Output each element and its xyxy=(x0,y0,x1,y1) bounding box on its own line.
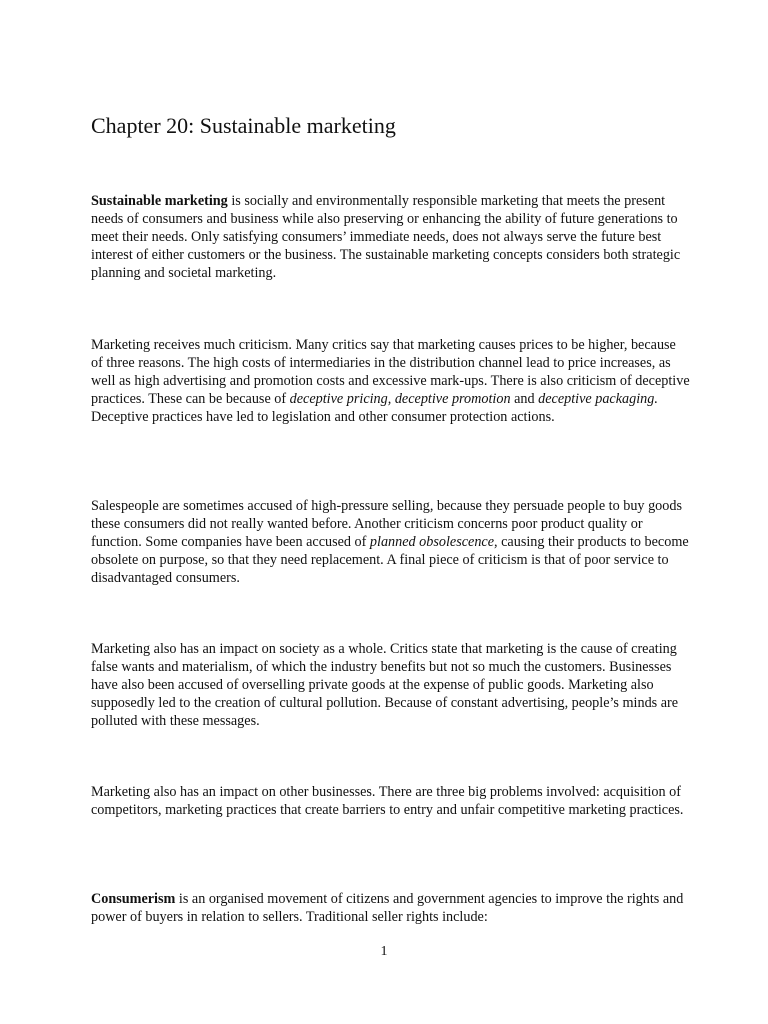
paragraph-text: Marketing receives much criticism. Many critics say that marketing causes prices to be higher, because of three reasons. The high costs of intermediaries in the distribution channel lead to price increases, as well as high advertising and promotion costs and excessive mark-ups. There is also criticism of deceptive practices. These can be because of xyxy=(91,337,690,407)
paragraph-text: is an organised movement of citizens and government agencies to improve the rights and power of buyers in relation to sellers. Traditional seller rights include: xyxy=(91,891,684,925)
paragraph-text: Marketing also has an impact on society as a whole. Critics state that marketing is the cause of creating false wants and materialism, of which the industry benefits but not so much the customers. Businesses have also been accused of overselling private goods at the expense of public goods. Marketing also supposedly led to the creation of cultural pollution. Because of constant advertising, people’s minds are polluted with these messages. xyxy=(91,641,679,729)
emphasis-deceptive-pricing-promotion: deceptive pricing, deceptive promotion xyxy=(289,391,511,407)
paragraph-criticism-prices xyxy=(91,336,691,426)
paragraph-text: and xyxy=(510,391,539,407)
term-consumerism: Consumerism xyxy=(91,891,176,907)
paragraph-text: , causing their products to become obsolete on purpose, so that they need replacement. A final piece of criticism is that of poor service to disadvantaged consumers. xyxy=(91,534,689,586)
paragraph-text: Marketing also has an impact on other businesses. There are three big problems involved: acquisition of competitors, marketing practices that create barriers to entry and unfair competitive marketing practices. xyxy=(91,784,684,818)
chapter-title: Chapter 20: Sustainable marketing xyxy=(91,113,396,138)
paragraph-consumerism xyxy=(91,890,691,926)
emphasis-planned-obsolescence: planned obsolescence xyxy=(369,534,495,550)
paragraph-text: is socially and environmentally responsible marketing that meets the present needs of consumers and business while also preserving or enhancing the ability of future generations to meet their needs. Only satisfying consumers’ immediate needs, does not always serve the future best interest of either customers or the business. The sustainable marketing concepts considers both strategic planning and societal marketing. xyxy=(91,193,681,281)
page-number: 1 xyxy=(380,944,388,959)
paragraph-text: Deceptive practices have led to legislation and other consumer protection actions. xyxy=(91,409,555,425)
paragraph-text: Salespeople are sometimes accused of high-pressure selling, because they persuade people to buy goods these consumers did not really wanted before. Another criticism concerns poor product quality or function. Some companies have been accused of xyxy=(91,498,682,550)
paragraph-impact-businesses xyxy=(91,783,691,819)
paragraph-sustainable-marketing xyxy=(91,192,691,282)
term-sustainable-marketing: Sustainable marketing xyxy=(91,193,228,209)
paragraph-impact-society xyxy=(91,640,691,730)
paragraph-salespeople xyxy=(91,497,691,587)
emphasis-deceptive-packaging: deceptive packaging. xyxy=(538,391,658,407)
